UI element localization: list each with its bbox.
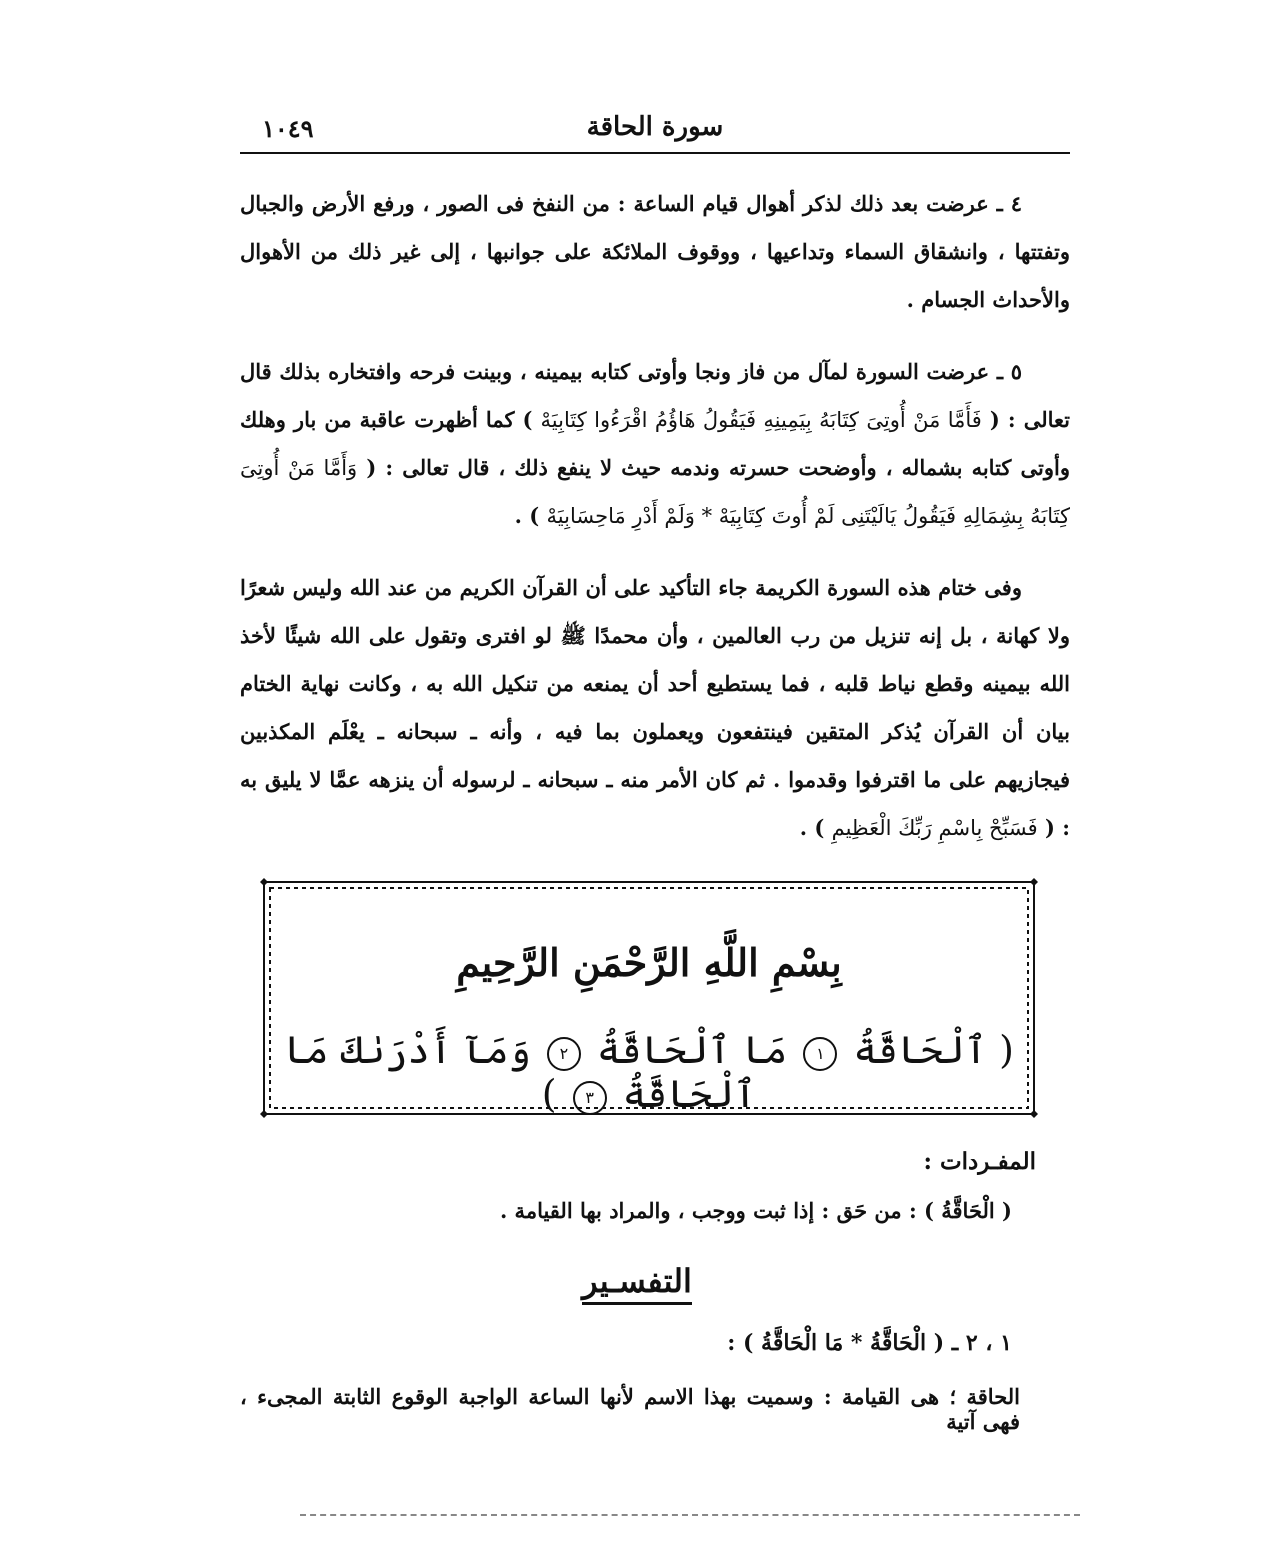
- header-rule: [240, 152, 1070, 154]
- verse-2: مَا ٱلْحَاقَّةُ: [597, 1028, 788, 1072]
- p5-part-b: ) كما أظهرت عاقبة من بار وهلك وأوتى كتابه بشماله ، وأوضحت حسرته وندمه حيث لا ينفع ذلك ، قال تعالى : (: [240, 407, 1070, 480]
- verse-1: ٱلْحَاقَّةُ: [853, 1028, 988, 1072]
- tafsir-text: الحاقة ؛ هى القيامة : وسميت بهذا الاسم لأنها الساعة الواجبة الوقوع الثابتة المجىء ، فهى آتية: [240, 1384, 1020, 1434]
- verse-number-3: ٣: [573, 1081, 607, 1115]
- tafsir-heading: التفسـير: [582, 1262, 692, 1305]
- page-header: [240, 108, 1070, 148]
- p5-part-a: ٥ ـ عرضت السورة لمآل من فاز ونجا وأوتى كتابه بيمينه ، وبينت فرحه وافتخاره بذلك قال تعالى : (: [240, 359, 1070, 432]
- page-number: ١٠٤٩: [262, 114, 314, 143]
- p6-quran: فَسَبِّحْ بِاسْمِ رَبِّكَ الْعَظِيمِ: [831, 816, 1038, 840]
- paragraph-5-text: [240, 348, 1070, 540]
- tafsir-heading-wrap: [0, 1262, 1274, 1305]
- open-paren: (: [999, 1028, 1014, 1072]
- paragraph-5: [240, 348, 1070, 540]
- verse-number-2: ٢: [547, 1037, 581, 1071]
- p6-part-a: وفى ختام هذه السورة الكريمة جاء التأكيد على أن القرآن الكريم من عند الله وليس شعرًا ولا كهانة ، بل إنه تنزيل من رب العالمين ، وأن محمدًا ﷺ لو افترى وتقول على الله شيئًا لأخذ الله بيمينه وقطع نياط قلبه ، فما يستطيع أحد أن يمنعه من تنكيل الله به ، وكانت نهاية الختام بيان أن القرآن يُذكر المتقين فينتفعون ويعملون بما فيه ، وأنه ـ سبحانه ـ يعْلَم المكذبين فيجازيهم على ما اقترفوا وقدموا . ثم كان الأمر منه ـ سبحانه ـ لرسوله أن ينزهه عمَّا لا يليق به : (: [240, 575, 1070, 840]
- vocab-entry: ( الْحَاقَّةُ ) : من حَق : إذا ثبت ووجب ، والمراد بها القيامة .: [499, 1198, 1012, 1223]
- bottom-rule: [300, 1514, 1080, 1516]
- close-paren: ): [541, 1072, 557, 1116]
- verse-number-1: ١: [803, 1037, 837, 1071]
- verse-frame: [260, 878, 1038, 1118]
- surah-title: سورة الحاقة: [586, 112, 724, 142]
- paragraph-6-text: [240, 564, 1070, 852]
- opening-verses: [260, 1028, 1038, 1116]
- paragraph-4-text: ٤ ـ عرضت بعد ذلك لذكر أهوال قيام الساعة : من النفخ فى الصور ، ورفع الأرض والجبال وتفتتها ، وانشقاق السماء وتداعيها ، ووقوف الملائكة على جوانبها ، إلى غير ذلك من الأهوال والأحداث الجسام .: [240, 191, 1070, 312]
- paragraph-6: [240, 564, 1070, 852]
- p5-quran-1: فَأَمَّا مَنْ أُوتِىَ كِتَابَهُ بِيَمِينِهِ فَيَقُولُ هَاؤُمُ اقْرَءُوا كِتَابِيَهْ: [540, 408, 982, 432]
- vocab-heading: المفـردات :: [923, 1148, 1036, 1175]
- tafsir-verse-ref: ١ ، ٢ ـ ( الْحَاقَّةُ * مَا الْحَاقَّةُ ) :: [727, 1330, 1012, 1356]
- p5-quran-2: وَأَمَّا مَنْ أُوتِىَ كِتَابَهُ بِشِمَالِهِ فَيَقُولُ يَالَيْتَنِى لَمْ أُوتَ كِتَابِيَهْ * وَلَمْ أَدْرِ مَاحِسَابِيَهْ: [240, 456, 1070, 528]
- p6-part-c: ) .: [799, 815, 832, 840]
- p5-part-c: ) .: [514, 503, 547, 528]
- paragraph-4: [240, 180, 1070, 324]
- basmala: بِسْمِ اللَّهِ الرَّحْمَنِ الرَّحِيمِ: [456, 940, 842, 985]
- verse-3: وَمَآ أَدْرَىٰكَ مَا ٱلْحَاقَّةُ: [284, 1028, 757, 1116]
